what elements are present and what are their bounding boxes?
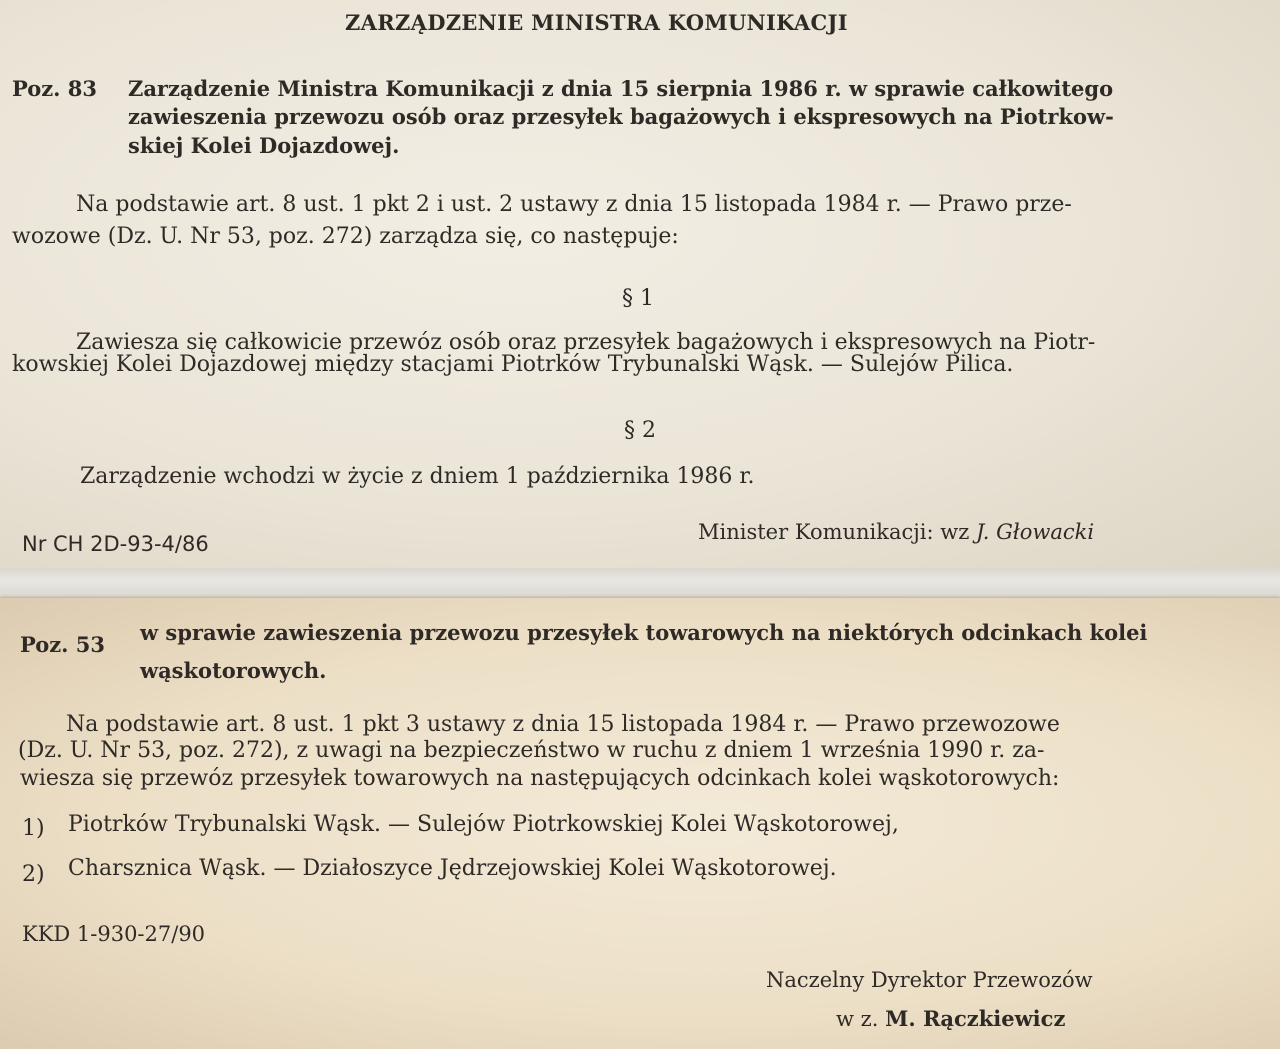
signature-name: J. Głowacki (975, 520, 1095, 544)
bottom-clipping (0, 598, 1280, 1049)
signatory-line (836, 1006, 1065, 1031)
signatory-name: M. Rączkiewicz (885, 1006, 1066, 1031)
section-2-text: Zarządzenie wchodzi w życie z dniem 1 października 1986 r. (80, 464, 755, 489)
ordinance-title-line: skiej Kolei Dojazdowej. (128, 133, 400, 158)
list-item-text: Charsznica Wąsk. — Działoszyce Jędrzejowskiej Kolei Wąskotorowej. (68, 856, 837, 881)
signatory-prefix: w z. (836, 1007, 879, 1031)
position-label: Poz. 53 (20, 632, 106, 657)
clipping-gap (0, 568, 1280, 598)
list-item-number: 1) (22, 816, 45, 841)
section-1-line: kowskiej Kolei Dojazdowej między stacjami Piotrków Trybunalski Wąsk. — Sulejów Pilica. (12, 352, 1014, 377)
position-label: Poz. 83 (12, 76, 98, 101)
ordinance-heading: ZARZĄDZENIE MINISTRA KOMUNIKACJI (345, 10, 848, 35)
legal-basis-line: wozowe (Dz. U. Nr 53, poz. 272) zarządza się, co następuje: (12, 224, 679, 249)
ordinance-title-line: w sprawie zawieszenia przewozu przesyłek towarowych na niektórych odcinkach kolei (140, 620, 1148, 645)
ordinance-title-line: Zarządzenie Ministra Komunikacji z dnia 15 sierpnia 1986 r. w sprawie całkowitego (128, 76, 1114, 101)
legal-basis-line: (Dz. U. Nr 53, poz. 272), z uwagi na bezpieczeństwo w ruchu z dniem 1 września 1990 r. za- (18, 738, 1045, 763)
signatory-title: Naczelny Dyrektor Przewozów (766, 968, 1093, 992)
ordinance-title-line: zawieszenia przewozu osób oraz przesyłek bagażowych i ekspresowych na Piotrkow- (128, 104, 1114, 129)
reference-number: Nr CH 2D-93-4/86 (22, 532, 209, 556)
signature-line (698, 520, 1094, 544)
section-1-line: Zawiesza się całkowicie przewóz osób oraz przesyłek bagażowych i ekspresowych na Piotr- (76, 330, 1096, 355)
ordinance-title-line: wąskotorowych. (140, 658, 327, 683)
list-item-text: Piotrków Trybunalski Wąsk. — Sulejów Piotrkowskiej Kolei Wąskotorowej, (68, 812, 899, 837)
legal-basis-line: Na podstawie art. 8 ust. 1 pkt 2 i ust. 2 ustawy z dnia 15 listopada 1984 r. — Prawo prze- (76, 192, 1072, 217)
section-1-mark: § 1 (622, 286, 654, 311)
legal-basis-line: Na podstawie art. 8 ust. 1 pkt 3 ustawy z dnia 15 listopada 1984 r. — Prawo przewozowe (66, 712, 1060, 737)
signature-prefix: Minister Komunikacji: wz (698, 520, 970, 544)
list-item-number: 2) (22, 862, 45, 887)
reference-number: KKD 1-930-27/90 (22, 922, 206, 946)
legal-basis-line: wiesza się przewóz przesyłek towarowych na następujących odcinkach kolei wąskotorowych: (20, 766, 1060, 791)
section-2-mark: § 2 (624, 418, 656, 443)
